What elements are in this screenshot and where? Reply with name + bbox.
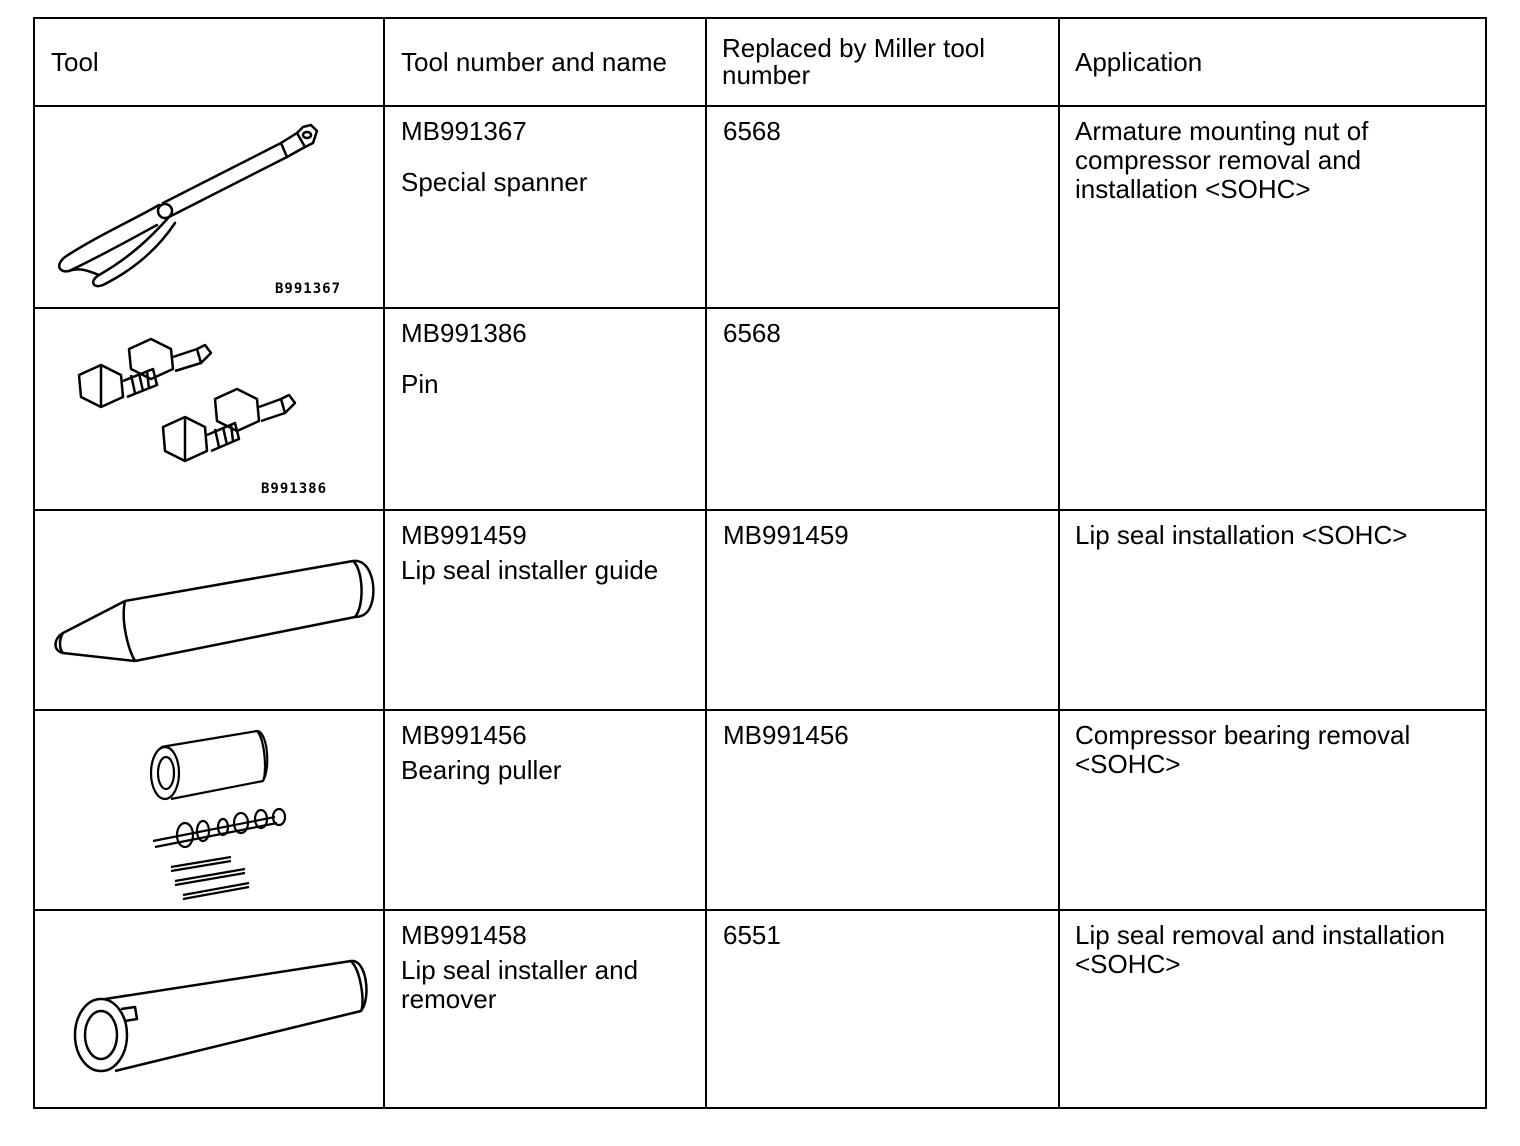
tool-number-name-cell	[384, 106, 706, 308]
application-cell	[1059, 910, 1486, 1108]
tool-image-cell	[34, 106, 384, 308]
table-row	[34, 910, 1486, 1108]
header-miller-number: Replaced by Miller tool number	[706, 18, 1059, 106]
tool-number-name-cell	[384, 910, 706, 1108]
miller-number: 6568	[723, 116, 781, 146]
tool-number: MB991456	[401, 720, 527, 750]
tool-image-cell	[34, 710, 384, 910]
header-tool-number-name: Tool number and name	[384, 18, 706, 106]
tool-name: Lip seal installer and remover	[401, 955, 639, 1014]
application-cell	[1059, 106, 1486, 510]
application-cell	[1059, 510, 1486, 710]
tool-number: MB991386	[401, 318, 527, 348]
tool-number: MB991367	[401, 116, 527, 146]
tool-name: Pin	[401, 369, 439, 399]
tool-number: MB991458	[401, 920, 527, 950]
lip-seal-installer-remover-icon	[35, 911, 385, 1107]
header-application: Application	[1059, 18, 1486, 106]
table-row	[34, 510, 1486, 710]
table-header-row	[34, 18, 1486, 106]
tool-name: Lip seal installer guide	[401, 555, 659, 585]
tool-name: Special spanner	[401, 167, 588, 197]
miller-number: 6568	[723, 318, 781, 348]
miller-number: MB991459	[723, 520, 849, 550]
table-row	[34, 710, 1486, 910]
miller-number-cell	[706, 910, 1059, 1108]
table-row	[34, 106, 1486, 308]
tool-number-name-cell	[384, 510, 706, 710]
tool-image-cell	[34, 910, 384, 1108]
application-text: Compressor bearing removal <SOHC>	[1075, 720, 1411, 779]
tool-number-name-cell	[384, 710, 706, 910]
miller-number-cell	[706, 510, 1059, 710]
tool-image-cell	[34, 308, 384, 510]
miller-number-cell	[706, 710, 1059, 910]
miller-number: MB991456	[723, 720, 849, 750]
miller-number-cell	[706, 308, 1059, 510]
tool-image-cell	[34, 510, 384, 710]
miller-number-cell	[706, 106, 1059, 308]
tool-image-code: B991386	[261, 481, 328, 497]
special-tools-table	[33, 17, 1487, 1109]
bearing-puller-icon	[35, 711, 385, 909]
miller-number: 6551	[723, 920, 781, 950]
application-text: Armature mounting nut of compressor removal and installation <SOHC>	[1075, 116, 1369, 204]
tool-image-code: B991367	[275, 281, 342, 297]
application-text: Lip seal installation <SOHC>	[1075, 520, 1408, 550]
application-text: Lip seal removal and installation <SOHC>	[1075, 920, 1445, 979]
lip-seal-guide-icon	[35, 511, 385, 709]
header-tool: Tool	[34, 18, 384, 106]
application-cell	[1059, 710, 1486, 910]
tool-number: MB991459	[401, 520, 527, 550]
pin-bolts-icon	[35, 309, 385, 509]
tool-number-name-cell	[384, 308, 706, 510]
tool-name: Bearing puller	[401, 755, 562, 785]
